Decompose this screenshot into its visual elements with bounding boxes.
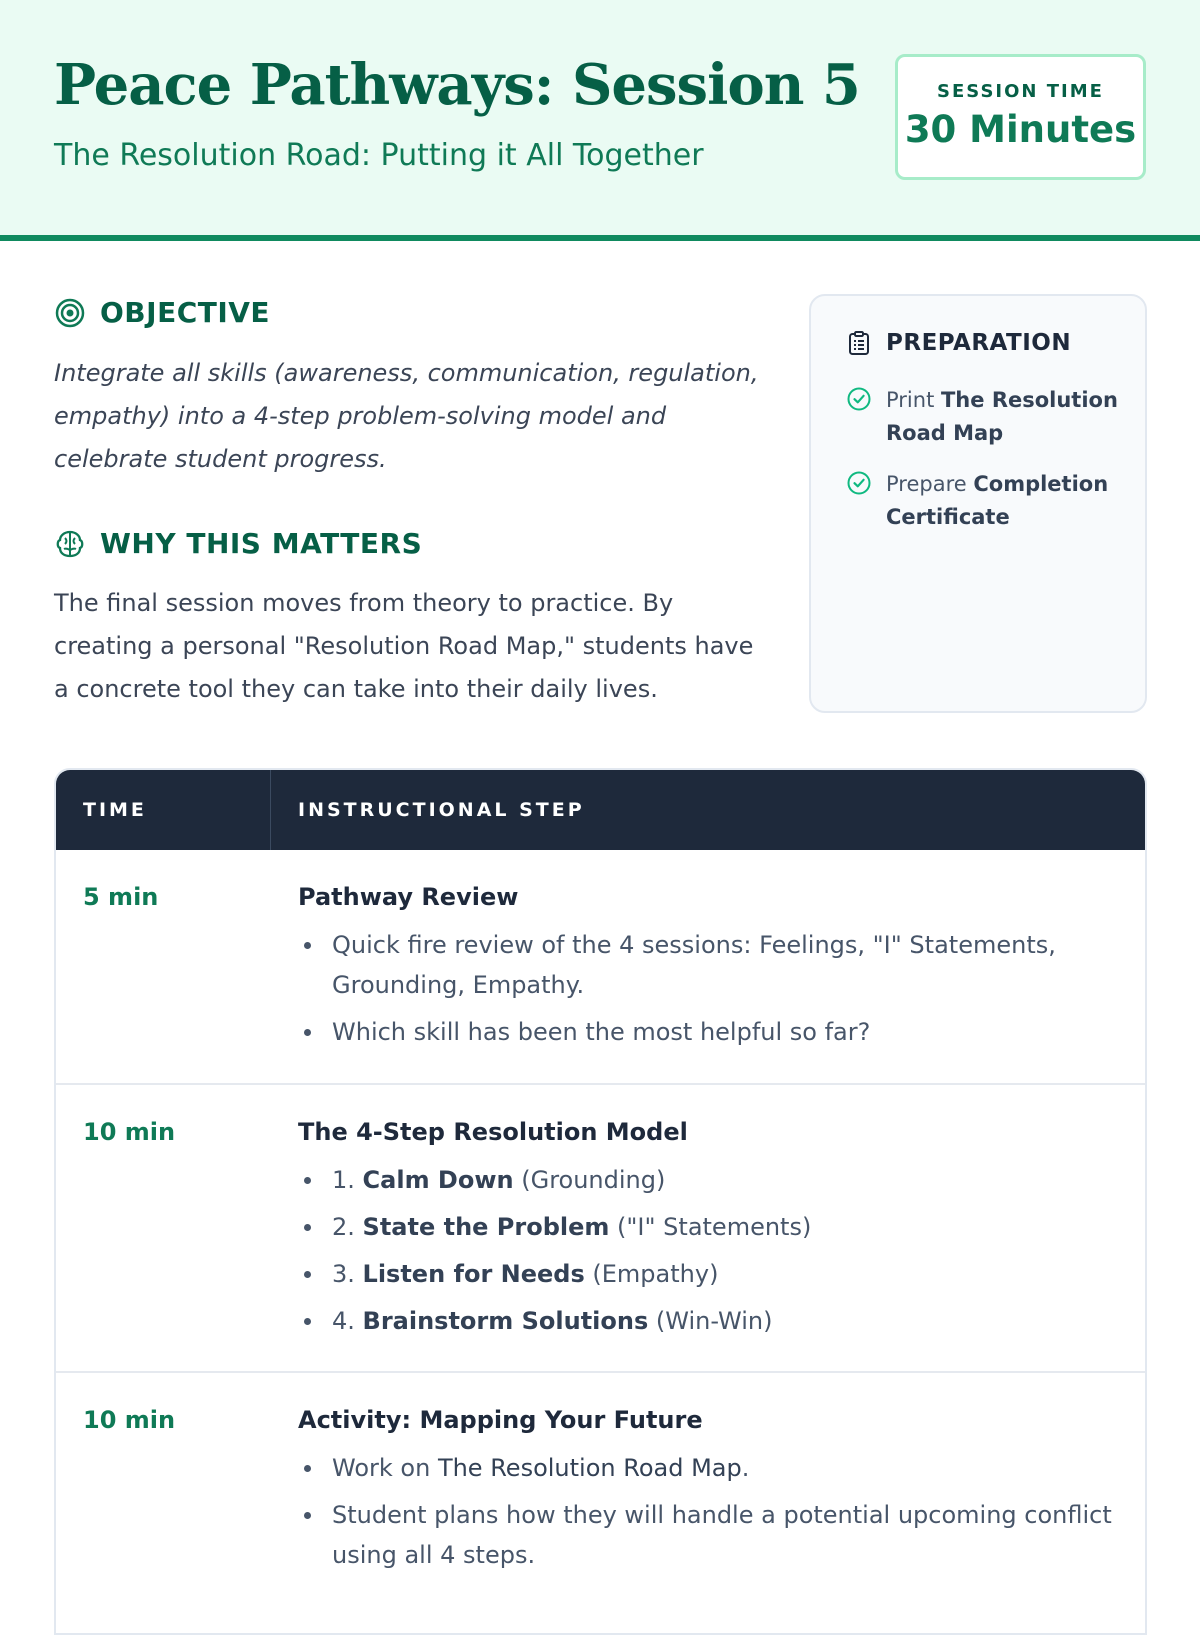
target-icon: [54, 297, 86, 329]
page-header: [0, 0, 1200, 241]
preparation-heading: [846, 330, 1071, 356]
check-circle-icon: [846, 470, 872, 496]
session-time-box: [895, 54, 1146, 180]
bullet-item: 1. Calm Down (Grounding): [298, 1160, 1115, 1200]
row-time: 5 min: [83, 883, 159, 911]
row-time: 10 min: [83, 1406, 176, 1434]
step-bullets: [298, 1160, 1115, 1341]
step-title: Pathway Review: [298, 883, 519, 911]
session-time-value: 30 Minutes: [904, 108, 1137, 151]
table-header: [56, 770, 1145, 850]
page-title: Peace Pathways: Session 5: [54, 52, 860, 118]
objective-text: Integrate all skills (awareness, communication, regulation, empathy) into a 4-step problem-solving model and celebrate student progress.: [54, 359, 759, 473]
preparation-item-text: Prepare Completion Certificate: [886, 472, 1109, 529]
bullet-item: Quick fire review of the 4 sessions: Feelings, "I" Statements, Grounding, Empathy.: [298, 925, 1115, 1005]
clipboard-icon: [846, 330, 872, 356]
row-step: [271, 1085, 1145, 1371]
preparation-item: [846, 468, 1136, 534]
bullet-item: 2. State the Problem ("I" Statements): [298, 1207, 1115, 1247]
row-step: [271, 850, 1145, 1083]
preparation-card: [809, 294, 1147, 713]
preparation-item: [846, 384, 1136, 450]
table-row: [56, 1373, 1145, 1633]
bullet-item: Student plans how they will handle a potential upcoming conflict using all 4 steps.: [298, 1495, 1115, 1575]
preparation-item-text: Print The Resolution Road Map: [886, 388, 1118, 445]
bullet-item: 4. Brainstorm Solutions (Win-Win): [298, 1301, 1115, 1341]
session-time-label: SESSION TIME: [937, 81, 1104, 102]
step-bullets: [298, 925, 1115, 1052]
why-heading-label: WHY THIS MATTERS: [100, 527, 423, 560]
bullet-item: 3. Listen for Needs (Empathy): [298, 1254, 1115, 1294]
table-header-time: TIME: [56, 770, 271, 850]
table-row: [56, 1085, 1145, 1373]
page-subtitle: The Resolution Road: Putting it All Together: [54, 138, 704, 173]
table-row: [56, 850, 1145, 1085]
bullet-item: Which skill has been the most helpful so far?: [298, 1012, 1115, 1052]
check-circle-icon: [846, 386, 872, 412]
step-title: The 4-Step Resolution Model: [298, 1118, 688, 1146]
row-time: 10 min: [83, 1118, 176, 1146]
preparation-heading-label: PREPARATION: [886, 330, 1072, 356]
table-header-step: INSTRUCTIONAL STEP: [298, 799, 585, 821]
row-step: [271, 1373, 1145, 1633]
objective-heading-label: OBJECTIVE: [100, 296, 271, 329]
step-bullets: [298, 1448, 1115, 1575]
preparation-list: [846, 384, 1136, 552]
objective-heading: [54, 296, 270, 329]
step-title: Activity: Mapping Your Future: [298, 1406, 703, 1434]
brain-icon: [54, 528, 86, 560]
lesson-plan-table: [54, 768, 1147, 1635]
why-heading: [54, 527, 422, 560]
why-text: The final session moves from theory to practice. By creating a personal "Resolution Road Map," students have a concrete tool they can take into their daily lives.: [54, 589, 754, 703]
bullet-item: Work on The Resolution Road Map.: [298, 1448, 1115, 1488]
